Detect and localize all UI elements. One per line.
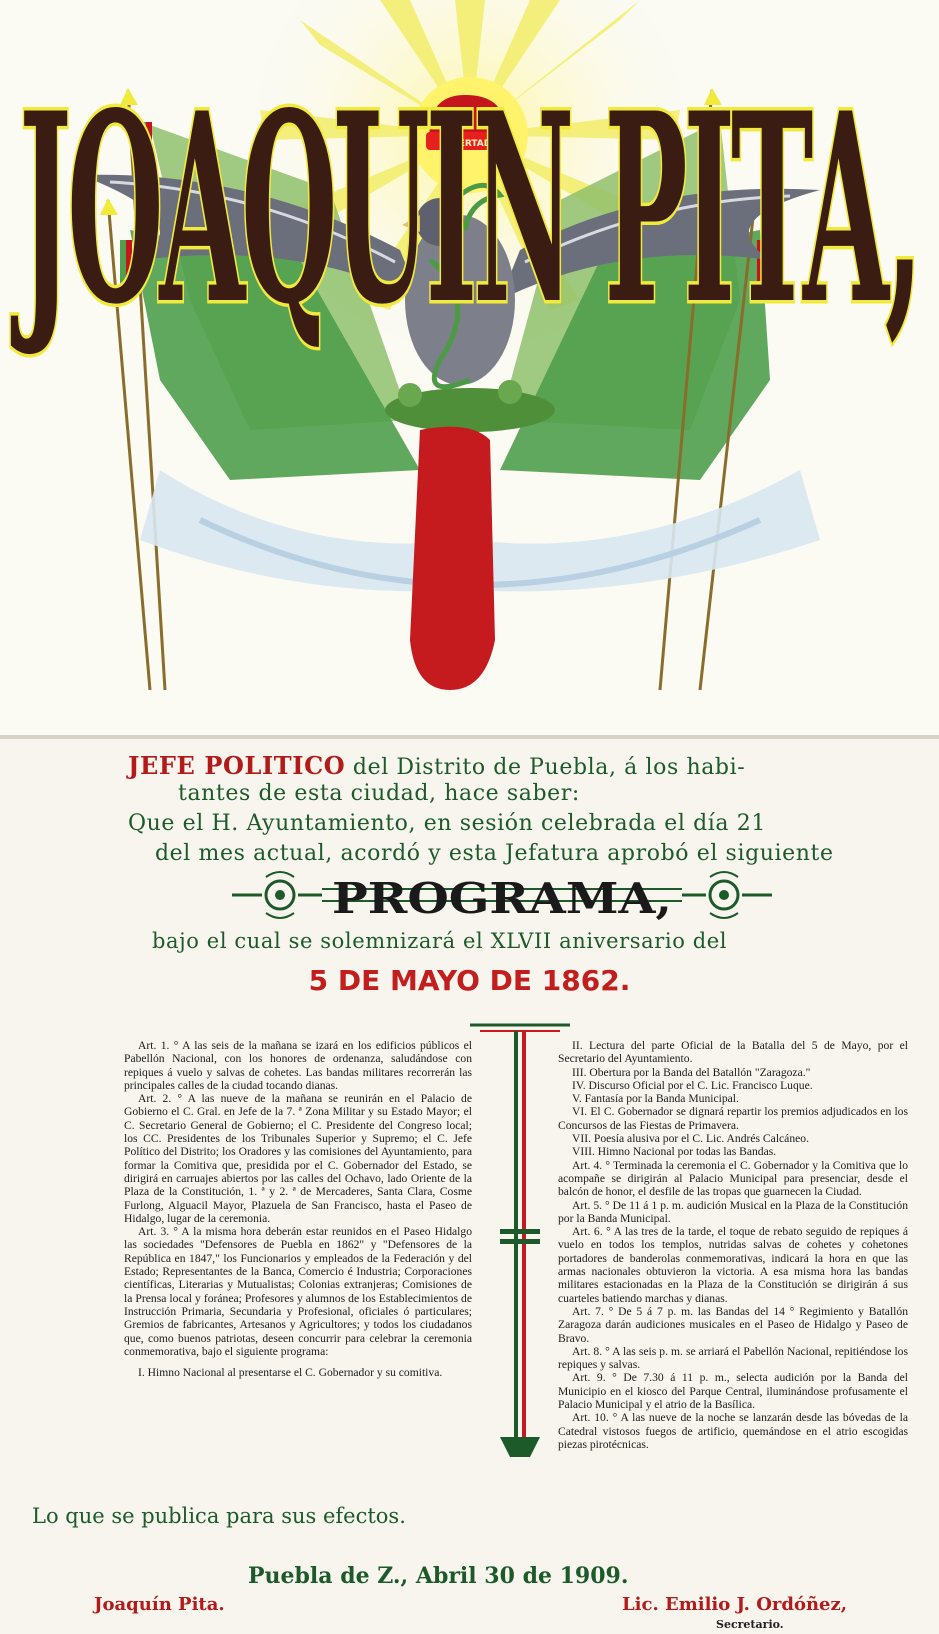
article-paragraph: Art. 6. ° A las tres de la tarde, el toque de rebato seguido de repiques á vuelo en todos los templos, nutridas salvas de cohetes y cohetones portadores de banderolas conmemorativas, indicará la hora en que las armas nacionales obtuvieron la victoria. A esa misma hora las bandas militares estacionadas en la Plaza de la Constitución se dirigirán á sus cuarteles batiendo marchas y dianas. [558, 1225, 908, 1305]
header-line-2: tantes de esta ciudad, hace saber: [178, 781, 580, 806]
program-item: IV. Discurso Oficial por el C. Lic. Francisco Luque. [572, 1078, 813, 1092]
program-ornament [232, 867, 772, 927]
center-divider [470, 1017, 570, 1462]
program-item: VII. Poesía alusiva por el C. Lic. Andrés Calcáneo. [572, 1132, 809, 1146]
program-right-column [558, 1039, 908, 1451]
header-line-4: del mes actual, acordó y esta Jefatura aprobó el siguiente [155, 841, 834, 866]
article-paragraph: Art. 1. ° A las seis de la mañana se izará en los edificios públicos el Pabellón Nacional, con los honores de ordenanza, saludándose con repiques á vuelo y salvas de cohetes. Las bandas militares recorrerán las principales calles de la ciudad tocando dianas. [124, 1039, 472, 1092]
program-item: VI. El C. Gobernador se dignará repartir los premios adjudicados en los Concursos de las Fiestas de Primavera. [558, 1105, 908, 1132]
publish-statement: Lo que se publica para sus efectos. [32, 1504, 406, 1528]
header-line-3: Que el H. Ayuntamiento, en sesión celebrada el día 21 [128, 811, 766, 836]
name-lettering [0, 0, 939, 380]
program-item: II. Lectura del parte Oficial de la Batalla del 5 de Mayo, por el Secretario del Ayuntamiento. [558, 1039, 908, 1066]
ornament-icon [232, 872, 322, 918]
header-line-1-rest: del Distrito de Puebla, á los habi- [345, 755, 746, 780]
program-item: V. Fantasía por la Banda Municipal. [572, 1092, 739, 1106]
place-date: Puebla de Z., Abril 30 de 1909. [248, 1563, 629, 1589]
signature-right-title: Secretario. [716, 1618, 784, 1631]
program-left-column [124, 1039, 472, 1379]
header-line-1 [128, 751, 745, 780]
article-paragraph: Art. 9. ° De 7.30 á 11 p. m., selecta audición por la Banda del Municipio en el kiosco del Parque Central, iluminándose profusamente el Palacio Municipal y el atrio de la Basílica. [558, 1371, 908, 1412]
ornament-icon [500, 1437, 540, 1457]
signature-left: Joaquín Pita. [94, 1594, 225, 1615]
article-paragraph: Art. 10. ° A las nueve de la noche se lanzarán desde las bóvedas de la Catedral vistosos fuegos de artificio, quemándose en el atrio escogidas piezas pirotécnicas. [558, 1411, 908, 1451]
program-title: PROGRAMA, [332, 874, 672, 923]
program-item: III. Obertura por la Banda del Batallón "Zaragoza." [572, 1065, 811, 1079]
article-paragraph: Art. 5. ° De 11 á 1 p. m. audición Musical en la Plaza de la Constitución por la Banda Municipal. [558, 1198, 908, 1225]
ornament-icon [682, 872, 772, 918]
cap-label: LIBERTAD [442, 139, 492, 149]
article-paragraph: Art. 2. ° A las nueve de la mañana se reunirán en el Palacio de Gobierno el C. Gral. en Jefe de la 7. ª Zona Militar y su Estado Mayor; el C. Secretario General de Gobierno; el C. Presidente del Congreso local; los CC. Presidentes de los Tribunales Superior y Supremo; el C. Jefe Político del Distrito; los Oradores y las comisiones del Ayuntamiento, para formar la Comitiva que, presidida por el C. Gobernador del Estado, se dirigirá en carruajes abiertos por las calles del Ochavo, lado Oriente de la Plaza de la Constitución, 1. ª y 2. ª de Mercaderes, Santa Clara, Cosme Furlong, Alguacil Mayor, Plazuela de San Francisco, hasta el Paseo de Hidalgo, lugar de la ceremonia. [124, 1092, 472, 1225]
program-item: I. Himno Nacional al presentarse el C. Gobernador y su comitiva. [138, 1366, 443, 1380]
role-title: JEFE POLITICO [128, 751, 346, 780]
illustrated-banner [0, 0, 939, 735]
program-item: VIII. Himno Nacional por todas las Bandas. [572, 1145, 777, 1159]
proclamation-body [0, 739, 939, 1634]
banner-name: JOAQUIN PITA, [10, 57, 919, 362]
article-paragraph: Art. 7. ° De 5 á 7 p. m. las Bandas del 14 ° Regimiento y Batallón Zaragoza darán audiciones musicales en el Paseo de Hidalgo y Paseo de Bravo. [558, 1304, 908, 1345]
article-paragraph: Art. 3. ° A la misma hora deberán estar reunidos en el Paseo Hidalgo las sociedades "Defensores de Puebla en 1862" y "Defensores de la República en 1847," los Funcionarios y empleados de la Federación y del Estado; Representantes de la Banca, Comercio é Industria; Corporaciones científicas, Literarias y Mutualistas; Colonias extranjeras; Comisiones de la Prensa local y foránea; Profesores y alumnos de los Establecimientos de Instrucción Primaria, Secundaria y Profesional, oficiales ó particulares; Gremios de fabricantes, Artesanos y Agricultores; y todos los ciudadanos que, como buenos patriotas, deseen concurrir para celebrar la ceremonia conmemorativa, bajo el siguiente programa: [124, 1225, 472, 1358]
date-heading: 5 DE MAYO DE 1862. [308, 964, 631, 997]
article-paragraph: Art. 4. ° Terminada la ceremonia el C. Gobernador y la Comitiva que lo acompañe se dirigirán al Palacio Municipal para presenciar, desde el balcón de honor, el desfile de las tropas que guarnecen la Ciudad. [558, 1158, 908, 1199]
signature-right: Lic. Emilio J. Ordóñez, [622, 1594, 847, 1615]
subtitle: bajo el cual se solemnizará el XLVII aniversario del [152, 929, 728, 953]
article-paragraph: Art. 8. ° A las seis p. m. se arriará el Pabellón Nacional, repitiéndose los repiques y salvas. [558, 1344, 908, 1372]
